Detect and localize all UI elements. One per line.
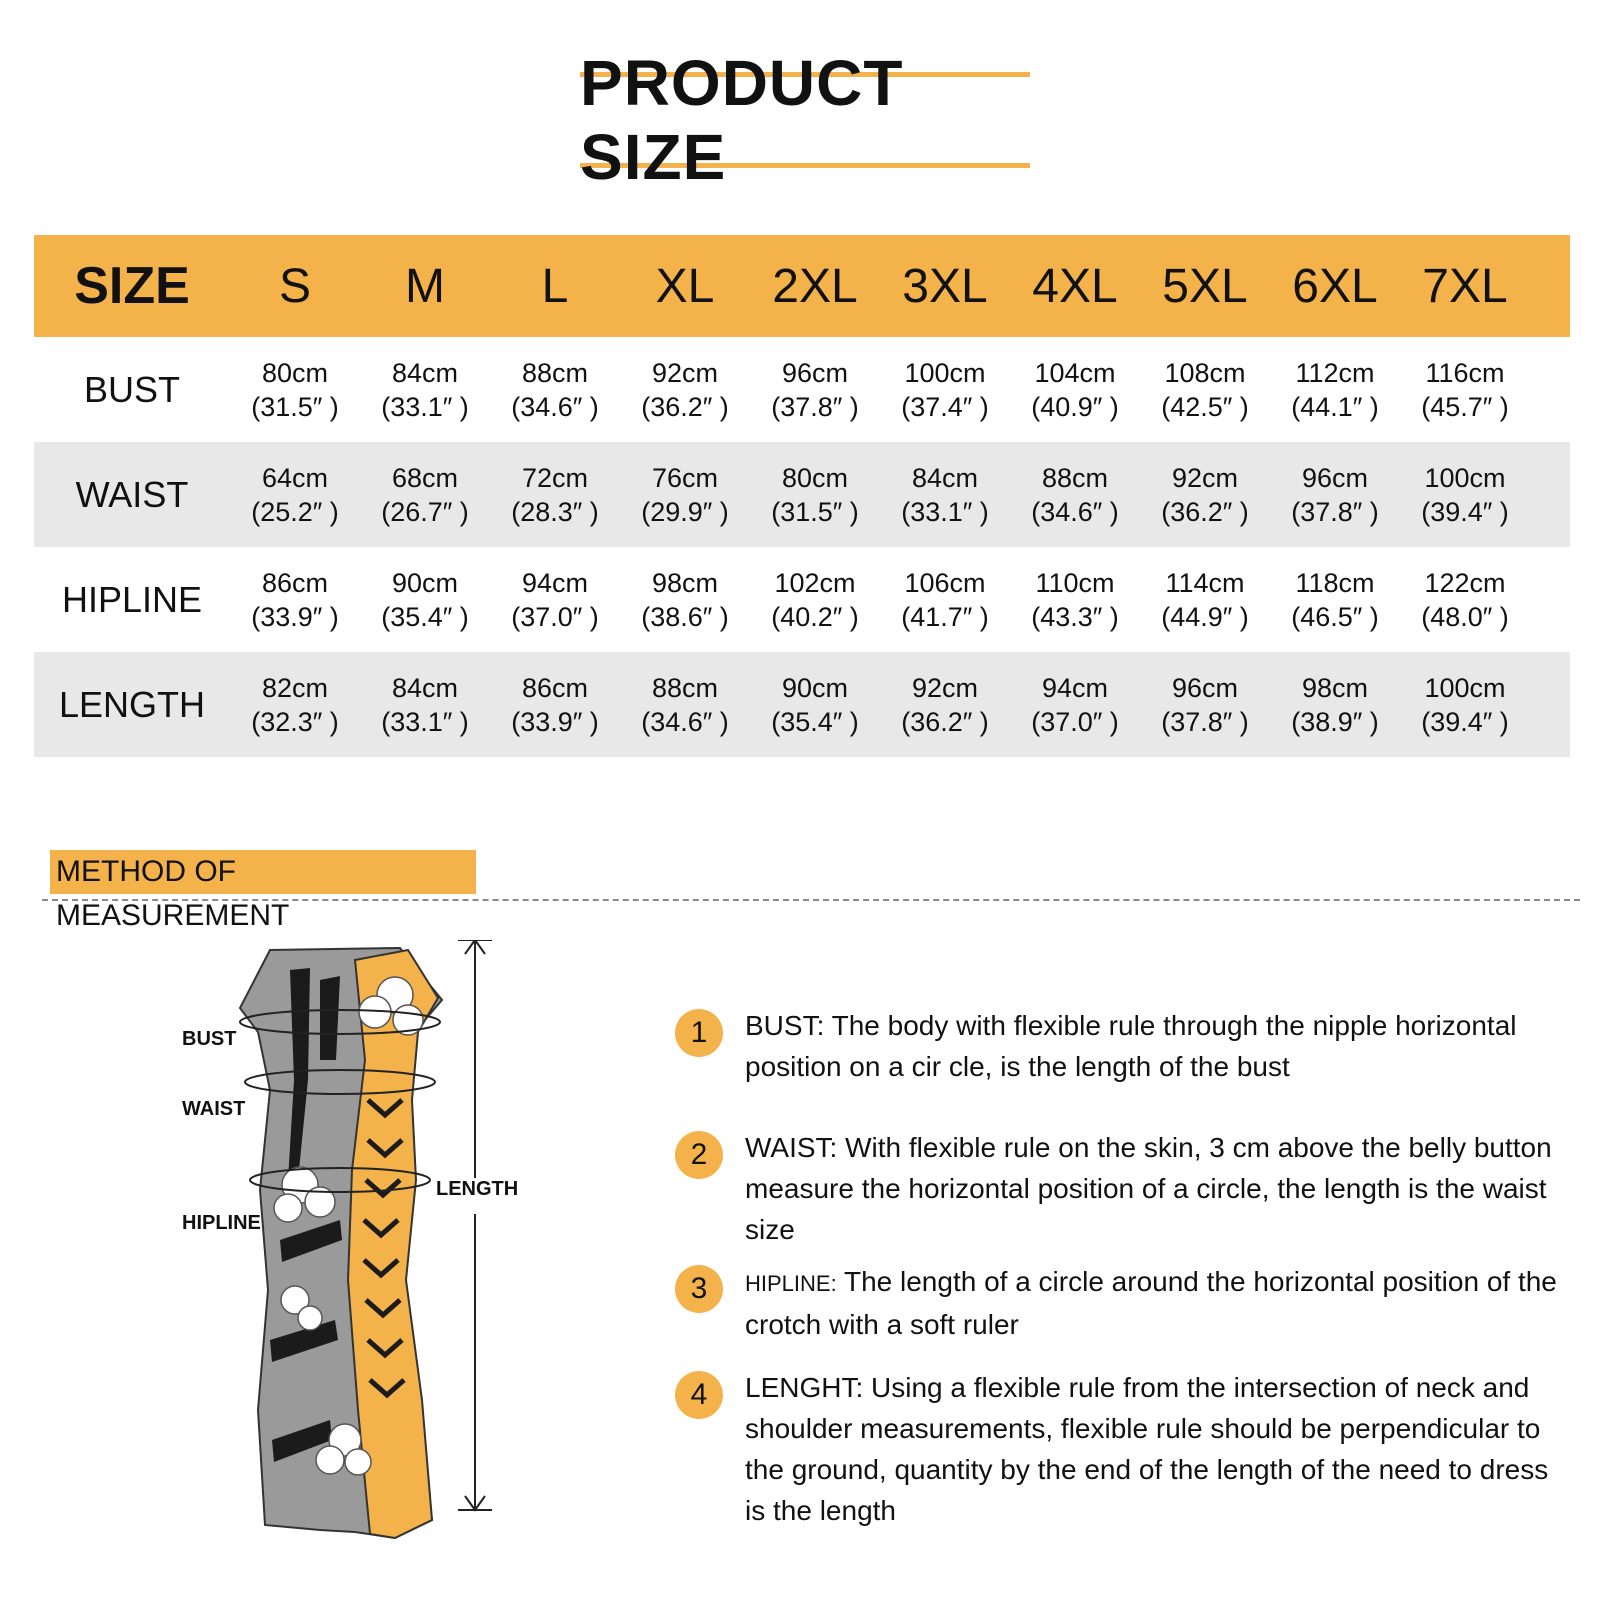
- measurement-cell: [1010, 566, 1140, 634]
- inch-value: (36.2″ ): [1161, 496, 1249, 527]
- measurement-cell: [750, 566, 880, 634]
- measurement-cell: [1140, 566, 1270, 634]
- inch-value: (39.4″ ): [1421, 496, 1509, 527]
- measurement-cell: [1270, 461, 1400, 529]
- cm-value: 110cm: [1035, 567, 1115, 598]
- measurement-cell: [880, 356, 1010, 424]
- step-heading: BUST:: [745, 1010, 825, 1041]
- inch-value: (46.5″ ): [1291, 601, 1379, 632]
- inch-value: (45.7″ ): [1421, 391, 1509, 422]
- title-banner: [580, 47, 1030, 193]
- measurement-cell: [360, 566, 490, 634]
- measurement-cell: [1140, 356, 1270, 424]
- cm-value: 68cm: [391, 462, 459, 493]
- measurement-cell: [1270, 356, 1400, 424]
- table-row: [34, 337, 1570, 442]
- inch-value: (35.4″ ): [381, 601, 469, 632]
- step-number-badge: 2: [675, 1131, 723, 1179]
- figure-label-hipline: HIPLINE: [182, 1212, 261, 1234]
- inch-value: (33.1″ ): [381, 706, 469, 737]
- measurement-cell: [360, 671, 490, 739]
- cm-value: 96cm: [781, 357, 849, 388]
- step-description: With flexible rule on the skin, 3 cm above the belly button measure the horizontal position of a circle, the length is the waist size: [745, 1132, 1552, 1245]
- inch-value: (40.2″ ): [771, 601, 859, 632]
- cm-value: 86cm: [521, 672, 589, 703]
- measurement-cell: [620, 461, 750, 529]
- cm-value: 88cm: [1041, 462, 1109, 493]
- cm-value: 72cm: [521, 462, 589, 493]
- measurement-cell: [230, 566, 360, 634]
- measurement-cell: [620, 671, 750, 739]
- figure-label-bust: BUST: [182, 1028, 237, 1050]
- measurement-cell: [1010, 356, 1140, 424]
- size-6xl: 6XL: [1292, 259, 1378, 313]
- cm-value: 92cm: [651, 357, 719, 388]
- measurement-cell: [750, 461, 880, 529]
- cm-value: 96cm: [1171, 672, 1239, 703]
- table-row: [34, 652, 1570, 757]
- cm-value: 122cm: [1424, 567, 1506, 598]
- step-heading: HIPLINE:: [745, 1271, 837, 1296]
- inch-value: (34.6″ ): [511, 391, 599, 422]
- cm-value: 112cm: [1295, 357, 1375, 388]
- inch-value: (37.8″ ): [1161, 706, 1249, 737]
- measurement-cell: [1140, 461, 1270, 529]
- cm-value: 86cm: [261, 567, 329, 598]
- cm-value: 88cm: [521, 357, 589, 388]
- cm-value: 84cm: [391, 672, 459, 703]
- cm-value: 114cm: [1165, 567, 1245, 598]
- inch-value: (29.9″ ): [641, 496, 729, 527]
- cm-value: 106cm: [904, 567, 986, 598]
- inch-value: (44.9″ ): [1161, 601, 1249, 632]
- row-label: LENGTH: [58, 683, 206, 725]
- cm-value: 100cm: [1424, 462, 1506, 493]
- measurement-cell: [1140, 671, 1270, 739]
- inch-value: (38.6″ ): [641, 601, 729, 632]
- step-text: [745, 1367, 1575, 1531]
- inch-value: (36.2″ ): [901, 706, 989, 737]
- measurement-cell: [1270, 671, 1400, 739]
- method-heading: METHOD OF MEASUREMENT: [50, 850, 476, 894]
- measurement-cell: [360, 461, 490, 529]
- inch-value: (31.5″ ): [251, 391, 339, 422]
- cm-value: 118cm: [1295, 567, 1375, 598]
- inch-value: (33.1″ ): [381, 391, 469, 422]
- inch-value: (33.9″ ): [511, 706, 599, 737]
- inch-value: (37.0″ ): [1031, 706, 1119, 737]
- measurement-cell: [1010, 461, 1140, 529]
- measurement-cell: [880, 671, 1010, 739]
- cm-value: 100cm: [904, 357, 986, 388]
- size-l: L: [541, 259, 569, 313]
- inch-value: (40.9″ ): [1031, 391, 1119, 422]
- inch-value: (37.4″ ): [901, 391, 989, 422]
- cm-value: 94cm: [521, 567, 589, 598]
- inch-value: (25.2″ ): [251, 496, 339, 527]
- inch-value: (43.3″ ): [1031, 601, 1119, 632]
- inch-value: (35.4″ ): [771, 706, 859, 737]
- step-number-badge: 1: [675, 1009, 723, 1057]
- measurement-cell: [620, 566, 750, 634]
- row-label: HIPLINE: [61, 578, 203, 620]
- size-s: S: [278, 259, 311, 313]
- inch-value: (42.5″ ): [1161, 391, 1249, 422]
- cm-value: 98cm: [651, 567, 719, 598]
- cm-value: 104cm: [1034, 357, 1116, 388]
- cm-value: 84cm: [391, 357, 459, 388]
- cm-value: 80cm: [781, 462, 849, 493]
- inch-value: (26.7″ ): [381, 496, 469, 527]
- measurement-cell: [880, 461, 1010, 529]
- measurement-cell: [1400, 671, 1530, 739]
- size-header-label: SIZE: [74, 257, 190, 315]
- inch-value: (39.4″ ): [1421, 706, 1509, 737]
- table-row: [34, 547, 1570, 652]
- row-label: BUST: [83, 368, 180, 410]
- inch-value: (37.8″ ): [771, 391, 859, 422]
- measurement-cell: [1400, 461, 1530, 529]
- inch-value: (38.9″ ): [1291, 706, 1379, 737]
- cm-value: 98cm: [1301, 672, 1369, 703]
- size-table: [34, 235, 1570, 757]
- cm-value: 88cm: [651, 672, 719, 703]
- step-number-badge: 4: [675, 1371, 723, 1419]
- table-row: [34, 442, 1570, 547]
- figure-label-waist: WAIST: [182, 1098, 246, 1120]
- step-description: The body with flexible rule through the nipple horizontal position on a cir cle, is the length of the bust: [745, 1010, 1517, 1082]
- row-label: WAIST: [75, 473, 189, 515]
- measurement-cell: [880, 566, 1010, 634]
- inch-value: (34.6″ ): [1031, 496, 1119, 527]
- cm-value: 92cm: [1171, 462, 1239, 493]
- page-title: PRODUCT SIZE: [580, 47, 904, 193]
- measurement-cell: [620, 356, 750, 424]
- step-description: The length of a circle around the horizontal position of the crotch with a soft ruler: [745, 1266, 1557, 1340]
- inch-value: (48.0″ ): [1421, 601, 1509, 632]
- cm-value: 96cm: [1301, 462, 1369, 493]
- size-3xl: 3XL: [902, 259, 988, 313]
- cm-value: 108cm: [1164, 357, 1246, 388]
- inch-value: (37.8″ ): [1291, 496, 1379, 527]
- cm-value: 94cm: [1041, 672, 1109, 703]
- dress-figure: [170, 940, 540, 1560]
- measurement-cell: [360, 356, 490, 424]
- figure-label-length: LENGTH: [436, 1178, 519, 1200]
- cm-value: 84cm: [911, 462, 979, 493]
- cm-value: 116cm: [1425, 357, 1505, 388]
- step-text: [745, 1261, 1575, 1345]
- inch-value: (33.9″ ): [251, 601, 339, 632]
- measurement-cell: [230, 671, 360, 739]
- step-heading: LENGHT:: [745, 1372, 864, 1403]
- inch-value: (33.1″ ): [901, 496, 989, 527]
- inch-value: (34.6″ ): [641, 706, 729, 737]
- size-table-body: [34, 337, 1570, 757]
- measurement-cell: [1010, 671, 1140, 739]
- step-description: Using a flexible rule from the intersection of neck and shoulder measurements, flexible rule should be perpendicular to the ground, quantity by the end of the length of the need to dress is the length: [745, 1372, 1549, 1526]
- cm-value: 100cm: [1424, 672, 1506, 703]
- inch-value: (41.7″ ): [901, 601, 989, 632]
- measurement-cell: [230, 356, 360, 424]
- measurement-cell: [490, 671, 620, 739]
- inch-value: (44.1″ ): [1291, 391, 1379, 422]
- measurement-cell: [750, 671, 880, 739]
- step-text: [745, 1127, 1575, 1250]
- step-number-badge: 3: [675, 1265, 723, 1313]
- inch-value: (31.5″ ): [771, 496, 859, 527]
- cm-value: 64cm: [261, 462, 329, 493]
- measurement-cell: [230, 461, 360, 529]
- size-5xl: 5XL: [1162, 259, 1248, 313]
- cm-value: 102cm: [774, 567, 856, 598]
- size-header-row: [34, 235, 1570, 337]
- measurement-cell: [1270, 566, 1400, 634]
- dashed-divider: [42, 899, 1580, 901]
- measurement-cell: [750, 356, 880, 424]
- measurement-cell: [490, 461, 620, 529]
- cm-value: 76cm: [651, 462, 719, 493]
- size-7xl: 7XL: [1422, 259, 1508, 313]
- measurement-cell: [490, 566, 620, 634]
- measurement-cell: [1400, 356, 1530, 424]
- step-text: [745, 1005, 1575, 1087]
- inch-value: (32.3″ ): [251, 706, 339, 737]
- cm-value: 90cm: [391, 567, 459, 598]
- cm-value: 92cm: [911, 672, 979, 703]
- measurement-cell: [1400, 566, 1530, 634]
- inch-value: (37.0″ ): [511, 601, 599, 632]
- cm-value: 80cm: [261, 357, 329, 388]
- size-xl: XL: [655, 259, 715, 313]
- cm-value: 82cm: [261, 672, 329, 703]
- size-m: M: [405, 259, 445, 313]
- cm-value: 90cm: [781, 672, 849, 703]
- inch-value: (28.3″ ): [511, 496, 599, 527]
- measurement-cell: [490, 356, 620, 424]
- size-2xl: 2XL: [772, 259, 858, 313]
- step-heading: WAIST:: [745, 1132, 838, 1163]
- size-4xl: 4XL: [1032, 259, 1118, 313]
- inch-value: (36.2″ ): [641, 391, 729, 422]
